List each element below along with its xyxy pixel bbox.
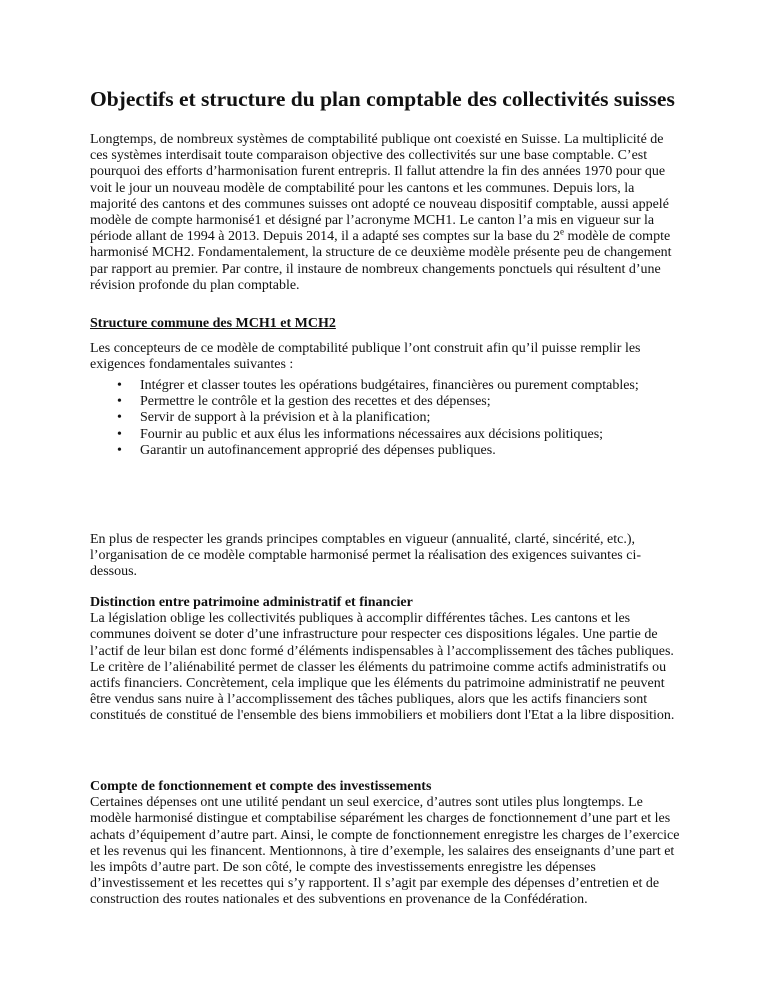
intro-text-part1: Longtemps, de nombreux systèmes de comptabilité publique ont coexisté en Suisse. La multiplicité de ces systèmes interdisait toute comparaison objective des collectivités sur une base comptable. C’est pourquoi des efforts d’harmonisation furent entrepris. Il fallut attendre la fin des années 1970 pour que voit le jour un nouveau modèle de comptabilité pour les cantons et les communes. Depuis lors, la majorité des cantons et des communes suisses ont adopté ce nouveau dispositif comptable, aussi appelé modèle de compte harmonisé1 et désigné par l’acronyme MCH1. Le canton l’a mis en vigueur sur la période allant de 1994 à 2013. Depuis 2014, il a adapté ses comptes sur la base du 2 (90, 132, 669, 245)
bullet-icon: • (117, 426, 122, 442)
list-item-text: Intégrer et classer toutes les opérations budgétaires, financières ou purement comptables; (140, 378, 639, 393)
bullet-icon: • (117, 378, 122, 393)
list-item-text: Fournir au public et aux élus les informations nécessaires aux décisions politiques; (140, 426, 604, 442)
bullet-icon: • (117, 394, 122, 410)
section-body-patrimoine: La législation oblige les collectivités publiques à accomplir différentes tâches. Les cantons et les communes doivent se doter d’une infrastructure pour respecter ces dispositions légales. Une partie de l’actif de leur bilan est donc formé d’éléments indispensables à l’accomplissement des tâches publiques. Le critère de l’aliénabilité permet de classer les éléments du patrimoine comme actifs administratifs ou actifs financiers. Concrètement, cela implique que les éléments du patrimoine administratif ne peuvent être vendus sans nuire à l’accomplissement des tâches publiques, alors que les actifs financiers sont constitués de constitué de l'ensemble des biens immobiliers et mobiliers dont l'Etat a la libre disposition. (90, 611, 675, 724)
principles-paragraph: En plus de respecter les grands principes comptables en vigueur (annualité, clarté, sincérité, etc.), l’organisation de ce modèle comptable harmonisé permet la réalisation des exigences suivantes ci-dessous. (90, 532, 641, 580)
list-item-text: Garantir un autofinancement approprié des dépenses publiques. (140, 442, 496, 458)
list-item (90, 443, 684, 459)
list-item (90, 394, 684, 410)
section-lead-paragraph: Les concepteurs de ce modèle de comptabilité publique l’ont construit afin qu’il puisse remplir les exigences fondamentales suivantes : (90, 341, 641, 373)
bullet-icon: • (117, 442, 122, 458)
intro-paragraph (90, 132, 684, 294)
list-item-text: Permettre le contrôle et la gestion des recettes et des dépenses; (140, 394, 491, 410)
list-item (90, 410, 684, 426)
intro-text-part2: modèle de compte harmonisé MCH2. Fondamentalement, la structure de ce deuxième modèle présente peu de changement par rapport au premier. Par contre, il instaure de nombreux changements ponctuels qui résultent d’une révision profonde du plan comptable. (90, 229, 672, 293)
superscript: e (560, 226, 565, 237)
section-comptes (90, 779, 684, 909)
list-item (90, 378, 684, 394)
section-patrimoine (90, 595, 684, 725)
section-heading-structure: Structure commune des MCH1 et MCH2 (90, 316, 336, 331)
section-heading-patrimoine: Distinction entre patrimoine administratif et financier (90, 595, 413, 610)
list-item (90, 427, 684, 443)
list-item-text: Servir de support à la prévision et à la planification; (140, 410, 431, 426)
section-body-comptes: Certaines dépenses ont une utilité pendant un seul exercice, d’autres sont utiles plus longtemps. Le modèle harmonisé distingue et comptabilise séparément les charges de fonctionnement d’une part et les achats d’équipement d’autre part. Ainsi, le compte de fonctionnement enregistre les charges de l’exercice et les revenus qui les financent. Mentionnons, à tire d’exemple, les salaires des enseignants d’une part et les impôts d’autre part. De son côté, le compte des investissements enregistre les dépenses d’investissement et les recettes qui s’y rapportent. Il s’agit par exemple des dépenses d’entretien et de construction des routes nationales et des subventions en provenance de la Confédération. (90, 795, 680, 908)
requirements-list (90, 378, 684, 459)
section-heading-comptes: Compte de fonctionnement et compte des investissements (90, 779, 432, 794)
bullet-icon: • (117, 410, 122, 426)
page-title: Objectifs et structure du plan comptable des collectivités suisses (90, 87, 675, 111)
